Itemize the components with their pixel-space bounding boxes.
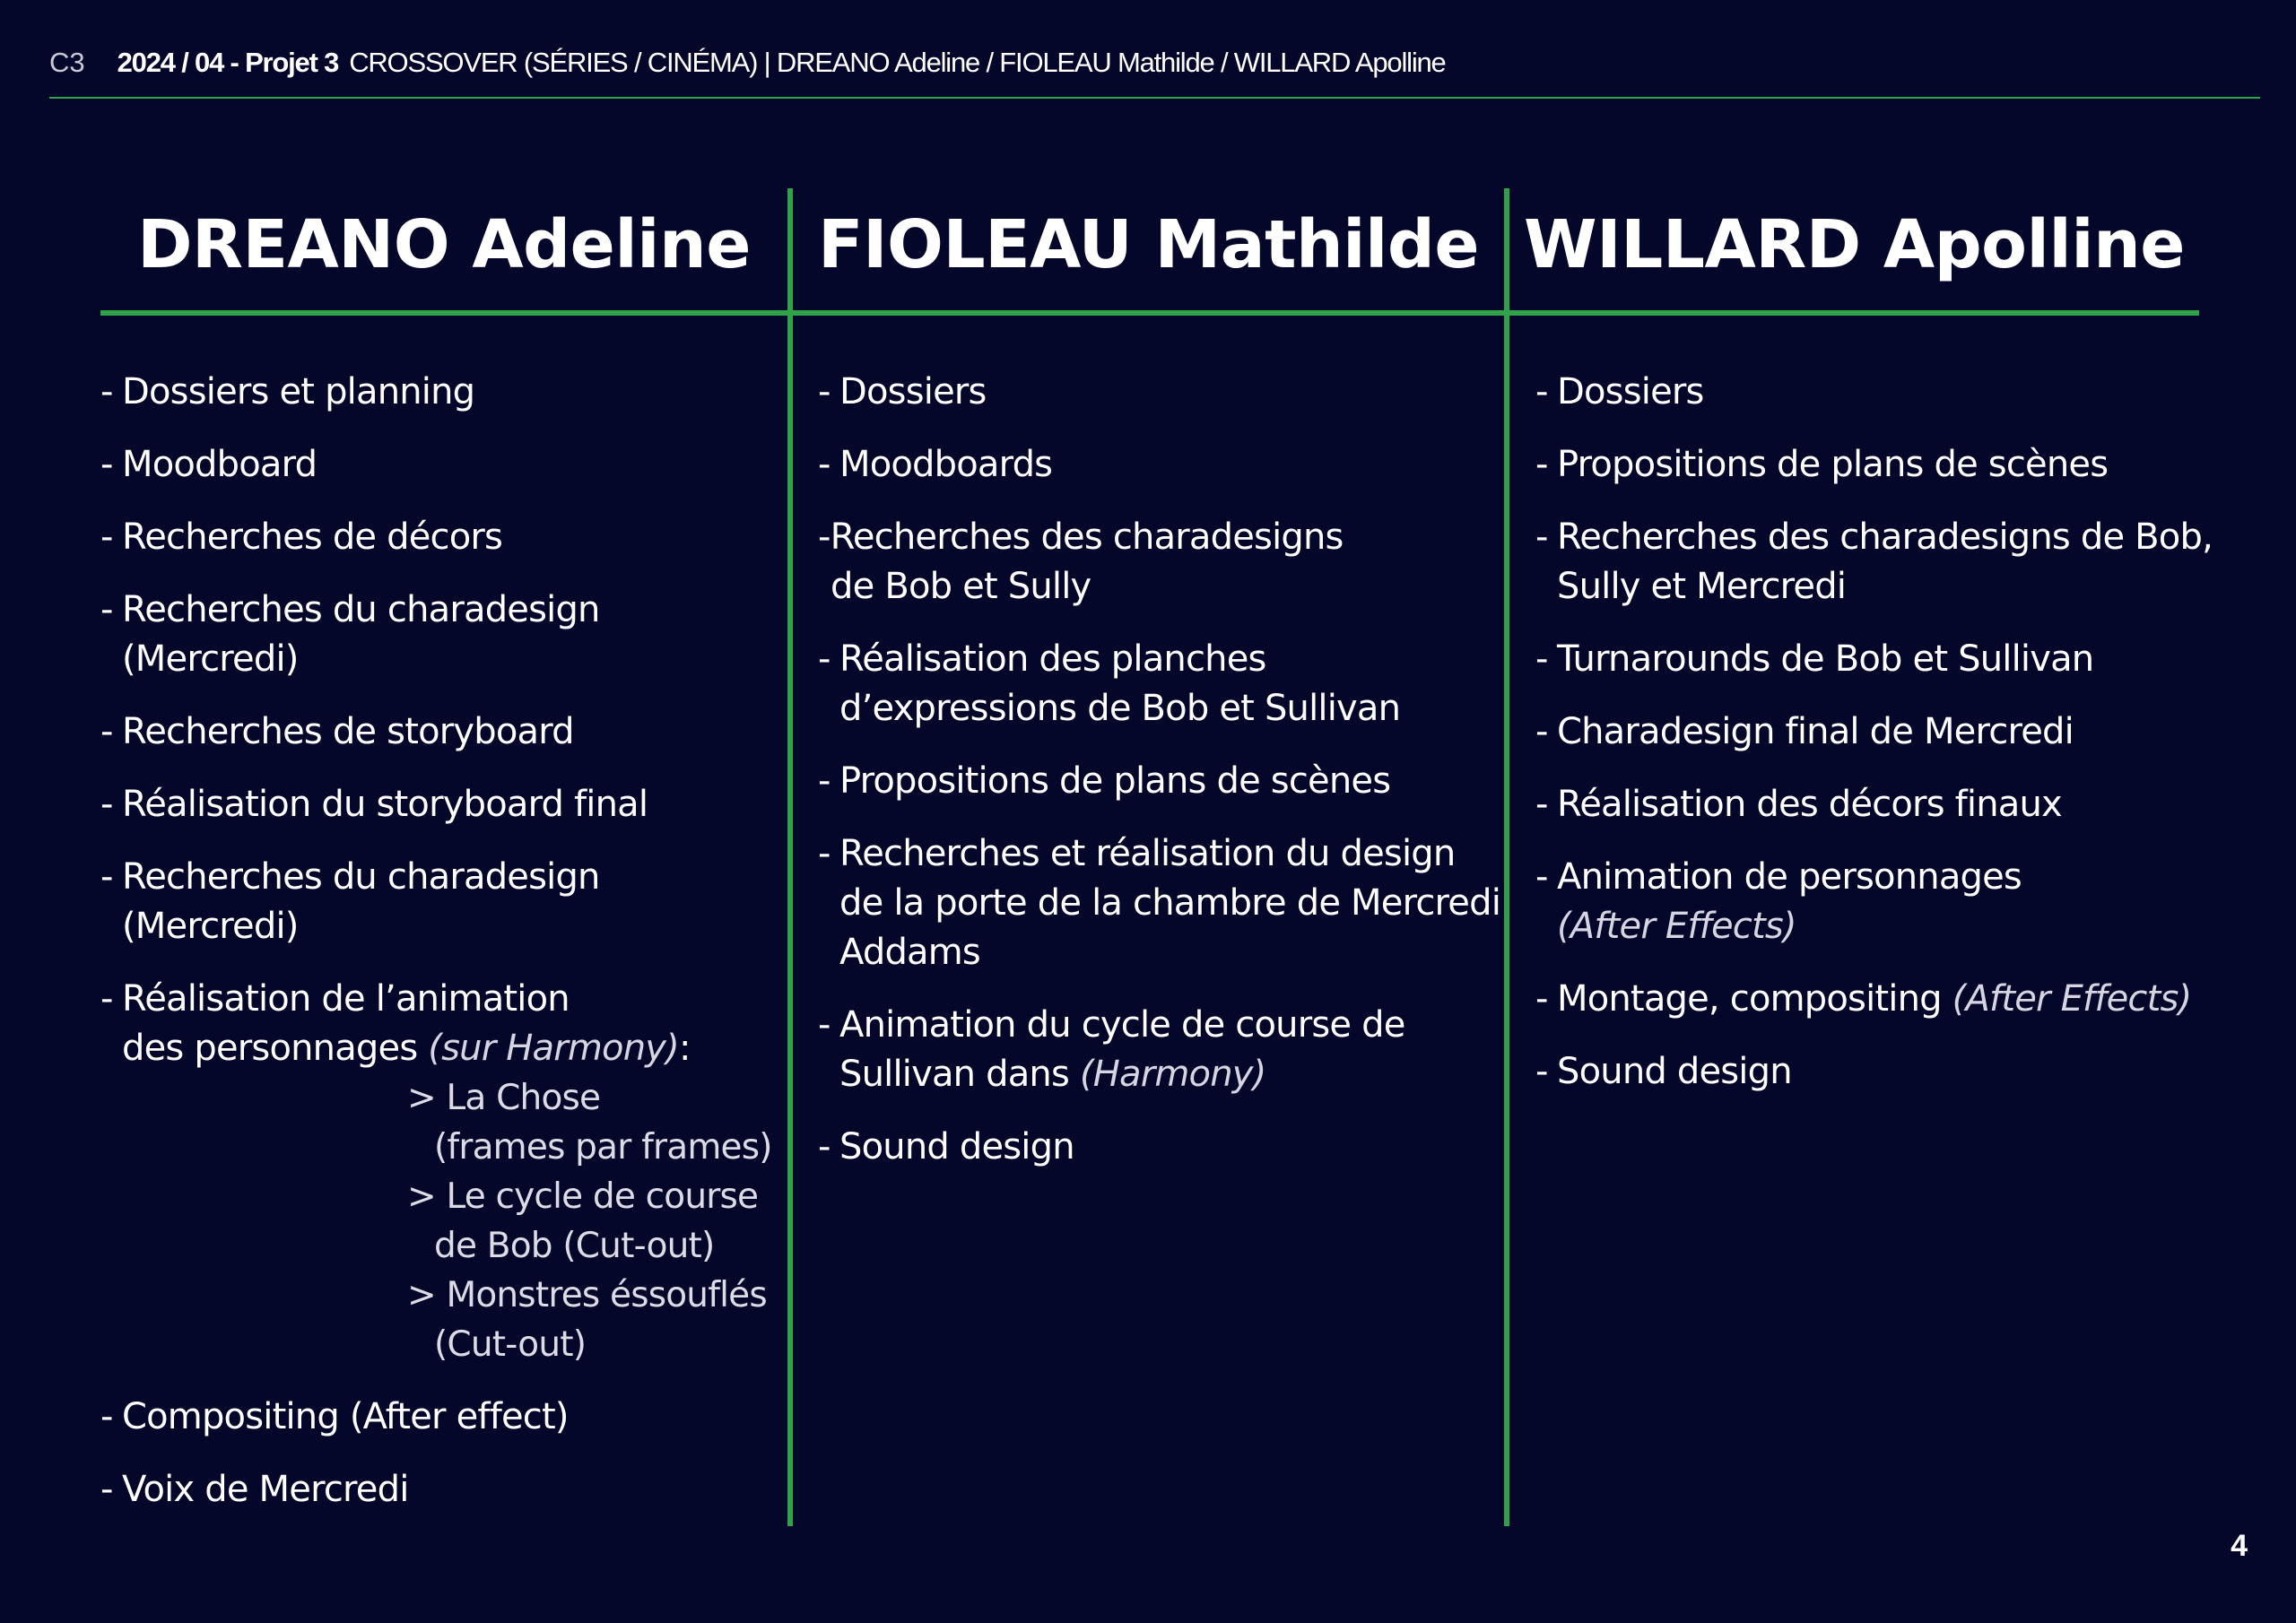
task-text: de Bob et Sully [831,566,1091,607]
task-list-fioleau [818,368,1500,1195]
task-text: Charadesign final de Mercredi [1557,711,2074,752]
dash-mark: - [818,371,831,412]
tool-label: (Harmony) [1079,1054,1266,1095]
task-text: Animation du cycle de course de [839,1004,1405,1046]
list-item [1535,1047,2217,1097]
task-text: Réalisation des planches [839,638,1266,680]
tool-label: (After Effects) [1952,978,2192,1020]
header-divider [49,97,2260,99]
task-text: Propositions de plans de scènes [839,760,1391,802]
dash-mark: - [818,638,831,680]
dash-mark: - [100,978,113,1020]
task-text: -Recherches des charadesigns [818,516,1344,558]
subitem-list [407,1073,782,1369]
list-item [100,853,782,951]
task-text: Recherches de storyboard [122,711,574,752]
dash-mark: - [1535,444,1548,485]
task-text: Sully et Mercredi [1557,566,1847,607]
project-label: 2024 / 04 - Projet 3 [117,47,339,78]
subitem-continued: de Bob (Cut-out) [434,1226,715,1266]
list-item [818,635,1500,733]
dash-mark: - [100,589,113,630]
list-item [100,586,782,684]
subitem: > La Chose [407,1078,601,1118]
header-subtitle: CROSSOVER (SÉRIES / CINÉMA) | DREANO Adeline / FIOLEAU Mathilde / WILLARD Apolline [349,47,1446,78]
task-text: Réalisation de l’animation [122,978,570,1020]
list-item [818,829,1500,977]
task-text: Propositions de plans de scènes [1557,444,2109,485]
page-number: 4 [2231,1529,2248,1563]
task-list-dreano [100,368,782,1538]
list-item [100,513,782,562]
task-text: Animation de personnages [1557,856,2022,898]
dash-mark: - [1535,1051,1548,1092]
list-item [818,1123,1500,1172]
list-item [818,513,1500,612]
dash-mark: - [1535,516,1548,558]
dash-mark: - [1535,711,1548,752]
task-text: (Mercredi) [122,906,299,947]
column-divider-1 [787,188,793,1526]
list-item [100,975,782,1369]
dash-mark: - [818,444,831,485]
list-item [1535,368,2217,417]
task-text: Dossiers [1557,371,1704,412]
dash-mark: - [100,444,113,485]
dash-mark: - [100,516,113,558]
list-item [1535,975,2217,1024]
task-list-willard [1535,368,2217,1120]
task-text-part: Sullivan dans [839,1054,1070,1095]
dash-mark: - [100,1396,113,1437]
list-item [1535,635,2217,684]
dash-mark: - [818,1004,831,1046]
task-text: Réalisation des décors finaux [1557,784,2062,825]
dash-mark: - [1535,978,1548,1020]
list-item [818,440,1500,490]
list-item [100,368,782,417]
course-code: C3 [49,47,85,78]
list-item [100,707,782,757]
column-divider-2 [1504,188,1509,1526]
task-text [839,1050,1500,1099]
subitem-continued: (frames par frames) [434,1127,772,1167]
task-text: Moodboards [839,444,1053,485]
dash-mark: - [100,784,113,825]
header [49,47,1446,82]
task-text: Recherches et réalisation du design [839,833,1456,874]
list-item [1535,780,2217,829]
dash-mark: - [100,711,113,752]
tool-label: (sur Harmony) [428,1028,679,1069]
list-item [100,1465,782,1515]
dash-mark: - [818,833,831,874]
dash-mark: - [818,760,831,802]
task-text: Recherches des charadesigns de Bob, [1557,516,2213,558]
list-item [1535,853,2217,951]
dash-mark: - [100,371,113,412]
task-text: Turnarounds de Bob et Sullivan [1557,638,2094,680]
task-suffix: : [678,1028,691,1069]
dash-mark: - [1535,856,1548,898]
task-text: Moodboard [122,444,317,485]
task-text: Recherches de décors [122,516,503,558]
task-text: Recherches du charadesign [122,856,600,898]
task-text: Addams [839,932,980,973]
list-item [1535,513,2217,612]
task-text: Sound design [1557,1051,1792,1092]
task-text: Dossiers et planning [122,371,475,412]
dash-mark: - [818,1126,831,1167]
dash-mark: - [100,856,113,898]
task-text-part: Montage, compositing [1557,978,1942,1020]
column-title-dreano: DREANO Adeline [137,206,751,283]
task-text: d’expressions de Bob et Sullivan [839,688,1401,729]
task-text: de la porte de la chambre de Mercredi [839,882,1501,924]
list-item [100,1393,782,1442]
title-divider [100,310,2199,316]
task-text: Réalisation du storyboard final [122,784,648,825]
list-item [1535,707,2217,757]
subitem: > Monstres éssouflés [407,1275,767,1315]
list-item [1535,440,2217,490]
dash-mark: - [100,1469,113,1510]
list-item [100,440,782,490]
dash-mark: - [1535,784,1548,825]
dash-mark: - [1535,371,1548,412]
list-item [818,1001,1500,1099]
column-title-fioleau: FIOLEAU Mathilde [817,206,1480,283]
task-text [1557,902,2217,951]
list-item [818,368,1500,417]
task-text: Compositing (After effect) [122,1396,569,1437]
task-text: Recherches du charadesign [122,589,600,630]
task-text [122,1024,782,1073]
task-text: Sound design [839,1126,1074,1167]
dash-mark: - [1535,638,1548,680]
tool-label: (After Effects) [1557,906,1796,947]
column-title-willard: WILLARD Apolline [1524,206,2185,283]
list-item [100,780,782,829]
subitem: > Le cycle de course [407,1176,759,1217]
task-text: (Mercredi) [122,638,299,680]
task-text [1557,975,2217,1024]
task-text: Voix de Mercredi [122,1469,409,1510]
task-text: Dossiers [839,371,987,412]
list-item [818,757,1500,806]
task-text-part: des personnages [122,1028,418,1069]
subitem-continued: (Cut-out) [434,1324,587,1365]
